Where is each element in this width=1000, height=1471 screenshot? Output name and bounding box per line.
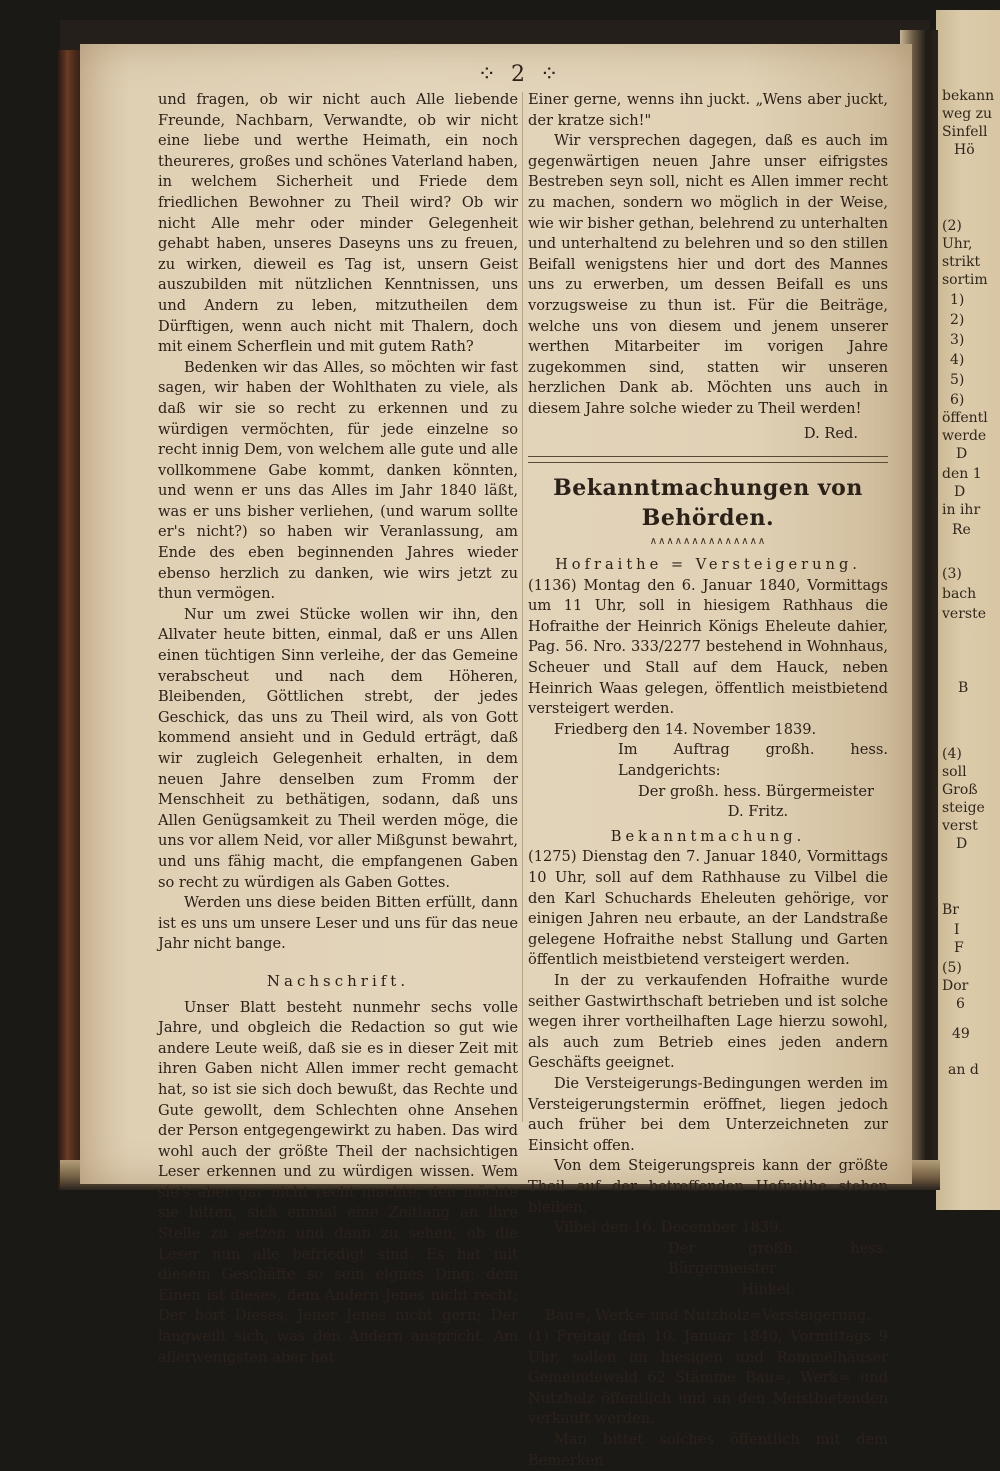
- next-page-fragment: öffentl: [942, 410, 988, 426]
- next-page-fragment: (5): [942, 960, 962, 976]
- paragraph: und fragen, ob wir nicht auch Alle liebende Freunde, Nachbarn, Verwandte, ob wir nicht eine liebe und werthe Heimath, ein noch theureres, großes und schönes Vaterland haben, in welchem Sicherheit und Friede dem friedlichen Bewohner zu Theil wird? Ob wir nicht Alle mehr oder minder Gelegenheit gehabt haben, unseres Daseyns uns zu freuen, zu wirken, dieweil es Tag ist, unsern Geist auszubilden mit nützlichen Kenntnissen, uns und Andern zu leben, mitzutheilen dem Dürftigen, wenn auch nicht mit Thalern, doch mit einem Scherflein und mit gutem Rath?: [158, 91, 518, 356]
- next-page-edge: [936, 10, 1000, 1210]
- next-page-fragment: B: [958, 680, 969, 696]
- next-page-fragment: steige: [942, 800, 985, 816]
- notice-date: Vilbel den 16. December 1839.: [554, 1219, 784, 1237]
- notice-authority: Der großh. hess. Bürgermeister: [668, 1239, 888, 1278]
- next-page-fragment: soll: [942, 764, 967, 780]
- next-page-fragment: (4): [942, 746, 962, 762]
- notice-text: (1136) Montag den 6. Januar 1840, Vormittags um 11 Uhr, soll in hiesigem Rathhaus die Hofraithe der Heinrich Königs Eheleute dahier, Pag. 56. Nro. 333/2277 bestehend in Wohnhaus, Scheuer und Stall auf dem Hauck, neben Heinrich Waas gelegen, öffentlich meistbietend versteigert werden.: [528, 576, 888, 718]
- next-page-fragment: den 1: [942, 466, 982, 482]
- next-page-fragment: Re: [952, 522, 971, 538]
- next-page-fragment: 3): [950, 332, 965, 348]
- notice-authority: Im Auftrag großh. hess. Landgerichts:: [618, 741, 888, 780]
- notice-text: (1275) Dienstag den 7. Januar 1840, Vormittags 10 Uhr, soll auf dem Rathhause zu Vilbel die den Karl Schuchards Eheleuten gehörige, vor einigen Jahren neu erbaute, an der Landstraße gelegene Hofraithe nebst Stallung und Garten öffentlich meistbietend versteigert werden.: [528, 848, 888, 969]
- paragraph: Wir versprechen dagegen, daß es auch im gegenwärtigen neuen Jahre unser eifrigstes Bestreben seyn soll, nicht es Allen immer recht zu machen, sondern wo möglich in der Weise, wie wir bisher gethan, belehrend zu unterhalten und unterhaltend zu belehren und so den stillen Beifall wenigstens hier und dort des Mannes uns zu erwerben, um dessen Beifall es uns vorzugsweise zu thun ist. Für die Beiträge, welche uns von diesem und jenem unserer werthen Mitarbeiter im vorigen Jahre zugekommen sind, statten wir unseren herzlichen Dank ab. Möchten uns auch in diesem Jahre solche wieder zu Theil werden!: [528, 132, 888, 417]
- next-page-fragment: weg zu: [942, 106, 993, 122]
- left-column: [158, 90, 518, 1368]
- paragraph: Nur um zwei Stücke wollen wir ihn, den Allvater heute bitten, einmal, daß er uns Allen einen tüchtigen Sinn verleihe, der das Gemeine verabscheut und nach dem Höheren, Bleibenden, Göttlichen strebt, der jedes Geschick, das uns zu Theil wird, als von Gott kommend ansieht und in Geduld erträgt, daß wir zugleich Gelegenheit erhalten, in dem neuen Jahre denselben zum Fromm der Menschheit zu bethätigen, sodann, daß uns Allen Genügsamkeit zu Theil werden möge, die uns vor allem Neid, vor aller Mißgunst bewahrt, und uns fähig macht, die empfangenen Gaben so recht zu würdigen als Gaben Gottes.: [158, 605, 518, 891]
- next-page-fragment: an d: [948, 1062, 979, 1078]
- next-page-fragment: Dor: [942, 978, 969, 994]
- notice-text: In der zu verkaufenden Hofraithe wurde seither Gastwirthschaft betrieben und ist solche wegen ihrer vortheilhaften Lage hierzu sowohl, als auch zum Betrieb eines jeden andern Geschäfts geeignet.: [528, 971, 888, 1072]
- page-number-header: ⁘ 2 ⁘: [477, 62, 563, 87]
- next-page-fragment: D: [956, 836, 968, 852]
- editor-signature: D. Red.: [803, 424, 858, 442]
- next-page-fragment: strikt: [942, 254, 981, 270]
- next-page-fragment: sortim: [942, 272, 988, 288]
- next-page-fragment: D: [956, 446, 968, 462]
- next-page-fragment: bekann: [942, 88, 995, 104]
- next-page-fragment: 5): [950, 372, 965, 388]
- postscript-paragraph: Unser Blatt besteht nunmehr sechs volle Jahre, und obgleich die Redaction so gut wie andere Leute weiß, daß sie es in dieser Zeit mit ihren Gaben nicht Allen immer recht gemacht hat, so ist sie sich doch bewußt, das Rechte und Gute gewollt, dem Schlechten ohne Ansehen der Person entgegengewirkt zu haben. Das wird wohl auch der größte Theil der nachsichtigen Leser erkennen und zu würdigen wissen. Wem sie's aber gar nicht recht machte, den möchte sie bitten, sich einmal eine Zeitlang an ihre Stelle zu setzen und dann zu sehen, ob die Leser nun alle befriedigt sind. Es hat mit diesem Geschäfte so sein eignes Ding; dem Einen ist dieses, dem Andern Jenes nicht recht; Der hört Dieses, Jener Jenes nicht gern; Der langweilt sich, was den Andern anspricht. Am allerwenigsten aber hat: [158, 998, 518, 1366]
- paragraph: Einer gerne, wenns ihn juckt. „Wens aber juckt, der kratze sich!": [528, 91, 888, 129]
- next-page-fragment: Uhr,: [942, 236, 973, 252]
- notice-signature: Hinkel.: [741, 1280, 795, 1298]
- paragraph: Bedenken wir das Alles, so möchten wir fast sagen, wir haben der Wohlthaten zu viele, als daß wir sie so recht zu erkennen und zu würdigen vermöchten, für jede einzelne so recht innig Dem, von welchem alle gute und alle vollkommene Gabe kommt, danken könnten, und wenn er uns das Alles im Jahr 1840 läßt, was er uns bisher verliehen, (und warum sollte er's nicht?) so haben wir Veranlassung, am Ende des eben beginnenden Jahres wieder ebenso herzlich zu danken, wie wirs jetzt zu thun vermögen.: [158, 358, 518, 603]
- next-page-fragment: Groß: [942, 782, 978, 798]
- next-page-fragment: 6): [950, 392, 965, 408]
- postscript-title: Nachschrift.: [266, 971, 410, 990]
- notice-date: Friedberg den 14. November 1839.: [554, 720, 817, 738]
- notice-text: (1) Freitag den 10. Januar 1840, Vormittags 9 Uhr, sollen im hiesigen und Rommelhäuser Gemeindewald 62 Stämme Bau=, Werk= und Nutzholz öffentlich und an den Meistbietenden verkauft werden.: [528, 1328, 888, 1428]
- next-page-fragment: verste: [942, 606, 986, 622]
- next-page-fragment: 49: [952, 1026, 970, 1042]
- next-page-fragment: 6: [956, 996, 965, 1012]
- next-page-fragment: 4): [950, 352, 965, 368]
- next-page-fragment: Br: [942, 902, 959, 918]
- next-page-fragment: verst: [942, 818, 978, 834]
- next-page-fragment: werde: [942, 428, 987, 444]
- next-page-fragment: 1): [950, 292, 965, 308]
- section-title: Bekanntmachungen von Behörden.: [553, 475, 863, 532]
- notice-text: Man bittet solches öffentlich mit dem Bemerken: [528, 1431, 888, 1469]
- notice-text: Die Versteigerungs-Bedingungen werden im Versteigerungstermin eröffnet, liegen jedoch auch früher bei dem Unterzeichneten zur Einsicht offen.: [528, 1074, 888, 1154]
- notice-title: Bekanntmachung.: [610, 827, 806, 845]
- notice-title: Hofraithe = Versteigerung.: [555, 556, 861, 574]
- next-page-fragment: F: [954, 940, 964, 956]
- next-page-fragment: (3): [942, 566, 962, 582]
- next-page-fragment: in ihr: [942, 502, 981, 518]
- notice-title: Bau=, Werk= und Nutzholz=Versteigerung.: [545, 1307, 871, 1325]
- book-spine-edge: [58, 50, 82, 1190]
- next-page-fragment: 2): [950, 312, 965, 328]
- paragraph: Werden uns diese beiden Bitten erfüllt, dann ist es uns um unsere Leser und uns für das neue Jahr nicht bange.: [158, 894, 518, 953]
- next-page-fragment: Sinfell: [942, 124, 988, 140]
- section-divider: [528, 456, 888, 463]
- notice-authority: Der großh. hess. Bürgermeister: [638, 782, 874, 800]
- next-page-fragment: (2): [942, 218, 962, 234]
- next-page-fragment: Hö: [954, 142, 975, 158]
- column-divider: [522, 92, 523, 1122]
- notice-signature: D. Fritz.: [727, 803, 789, 821]
- section-ornament: ∧∧∧∧∧∧∧∧∧∧∧∧∧∧: [649, 536, 767, 548]
- next-page-fragment: I: [954, 922, 960, 938]
- right-column: [528, 90, 888, 1471]
- next-page-fragment: D: [954, 484, 966, 500]
- notice-text: Von dem Steigerungspreis kann der größte Theil auf der betreffenden Hofraithe stehen bleiben.: [528, 1157, 888, 1216]
- next-page-fragment: bach: [942, 586, 977, 602]
